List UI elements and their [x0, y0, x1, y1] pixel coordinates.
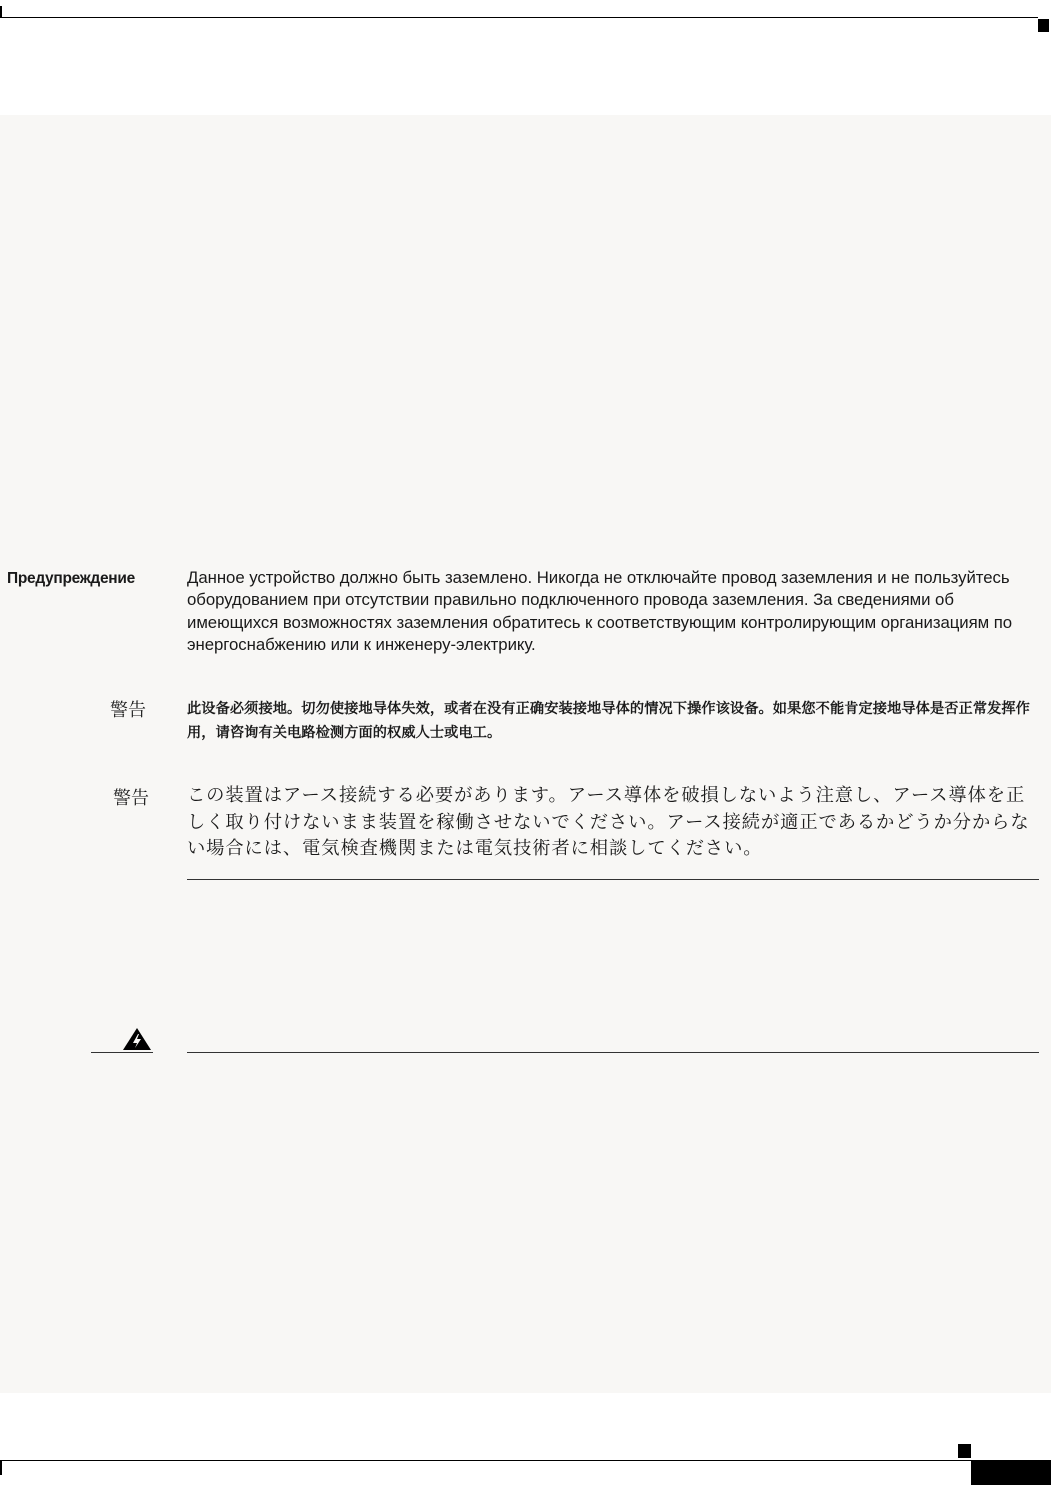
warning-block-rule — [187, 1052, 1039, 1053]
footer-rule — [0, 1460, 1051, 1461]
warning-label-russian: Предупреждение — [7, 570, 135, 587]
warning-text-russian: Данное устройство должно быть заземлено. Никогда не отключайте провод заземления и не пользуйтесь оборудованием при отсутствии правильно подключенного провода заземления. За сведениями об имеющихся возможностях заземления обратитесь к соответствующим контролирующим организациям по энергоснабжению или к инженеру-электрику. — [187, 568, 1013, 654]
warning-text-japanese: この装置はアース接続する必要があります。アース導体を破損しないよう注意し、アース導体を正しく取り付けないまま装置を稼働させないでください。アース接続が適正であるかどうか分からない場合には、電気検査機関または電気技術者に相談してください。 — [187, 784, 1030, 858]
warning-triangle-icon — [121, 1026, 153, 1052]
footer-page-tab — [971, 1461, 1051, 1485]
section-divider — [187, 879, 1039, 880]
warning-icon-rule — [91, 1052, 153, 1053]
page-content-area — [0, 115, 1051, 1393]
bottom-margin-tick — [0, 1461, 2, 1475]
warning-label-chinese: 警告 — [110, 700, 146, 720]
footer-marker — [958, 1444, 971, 1458]
warning-label-japanese: 警告 — [113, 788, 149, 808]
warning-text-chinese: 此设备必须接地。切勿使接地导体失效，或者在没有正确安装接地导体的情况下操作该设备。如果您不能肯定接地导体是否正常发挥作用，请咨询有关电路检测方面的权威人士或电工。 — [187, 701, 1030, 741]
header-corner-marker — [1038, 19, 1049, 32]
header-rule — [0, 17, 1038, 18]
